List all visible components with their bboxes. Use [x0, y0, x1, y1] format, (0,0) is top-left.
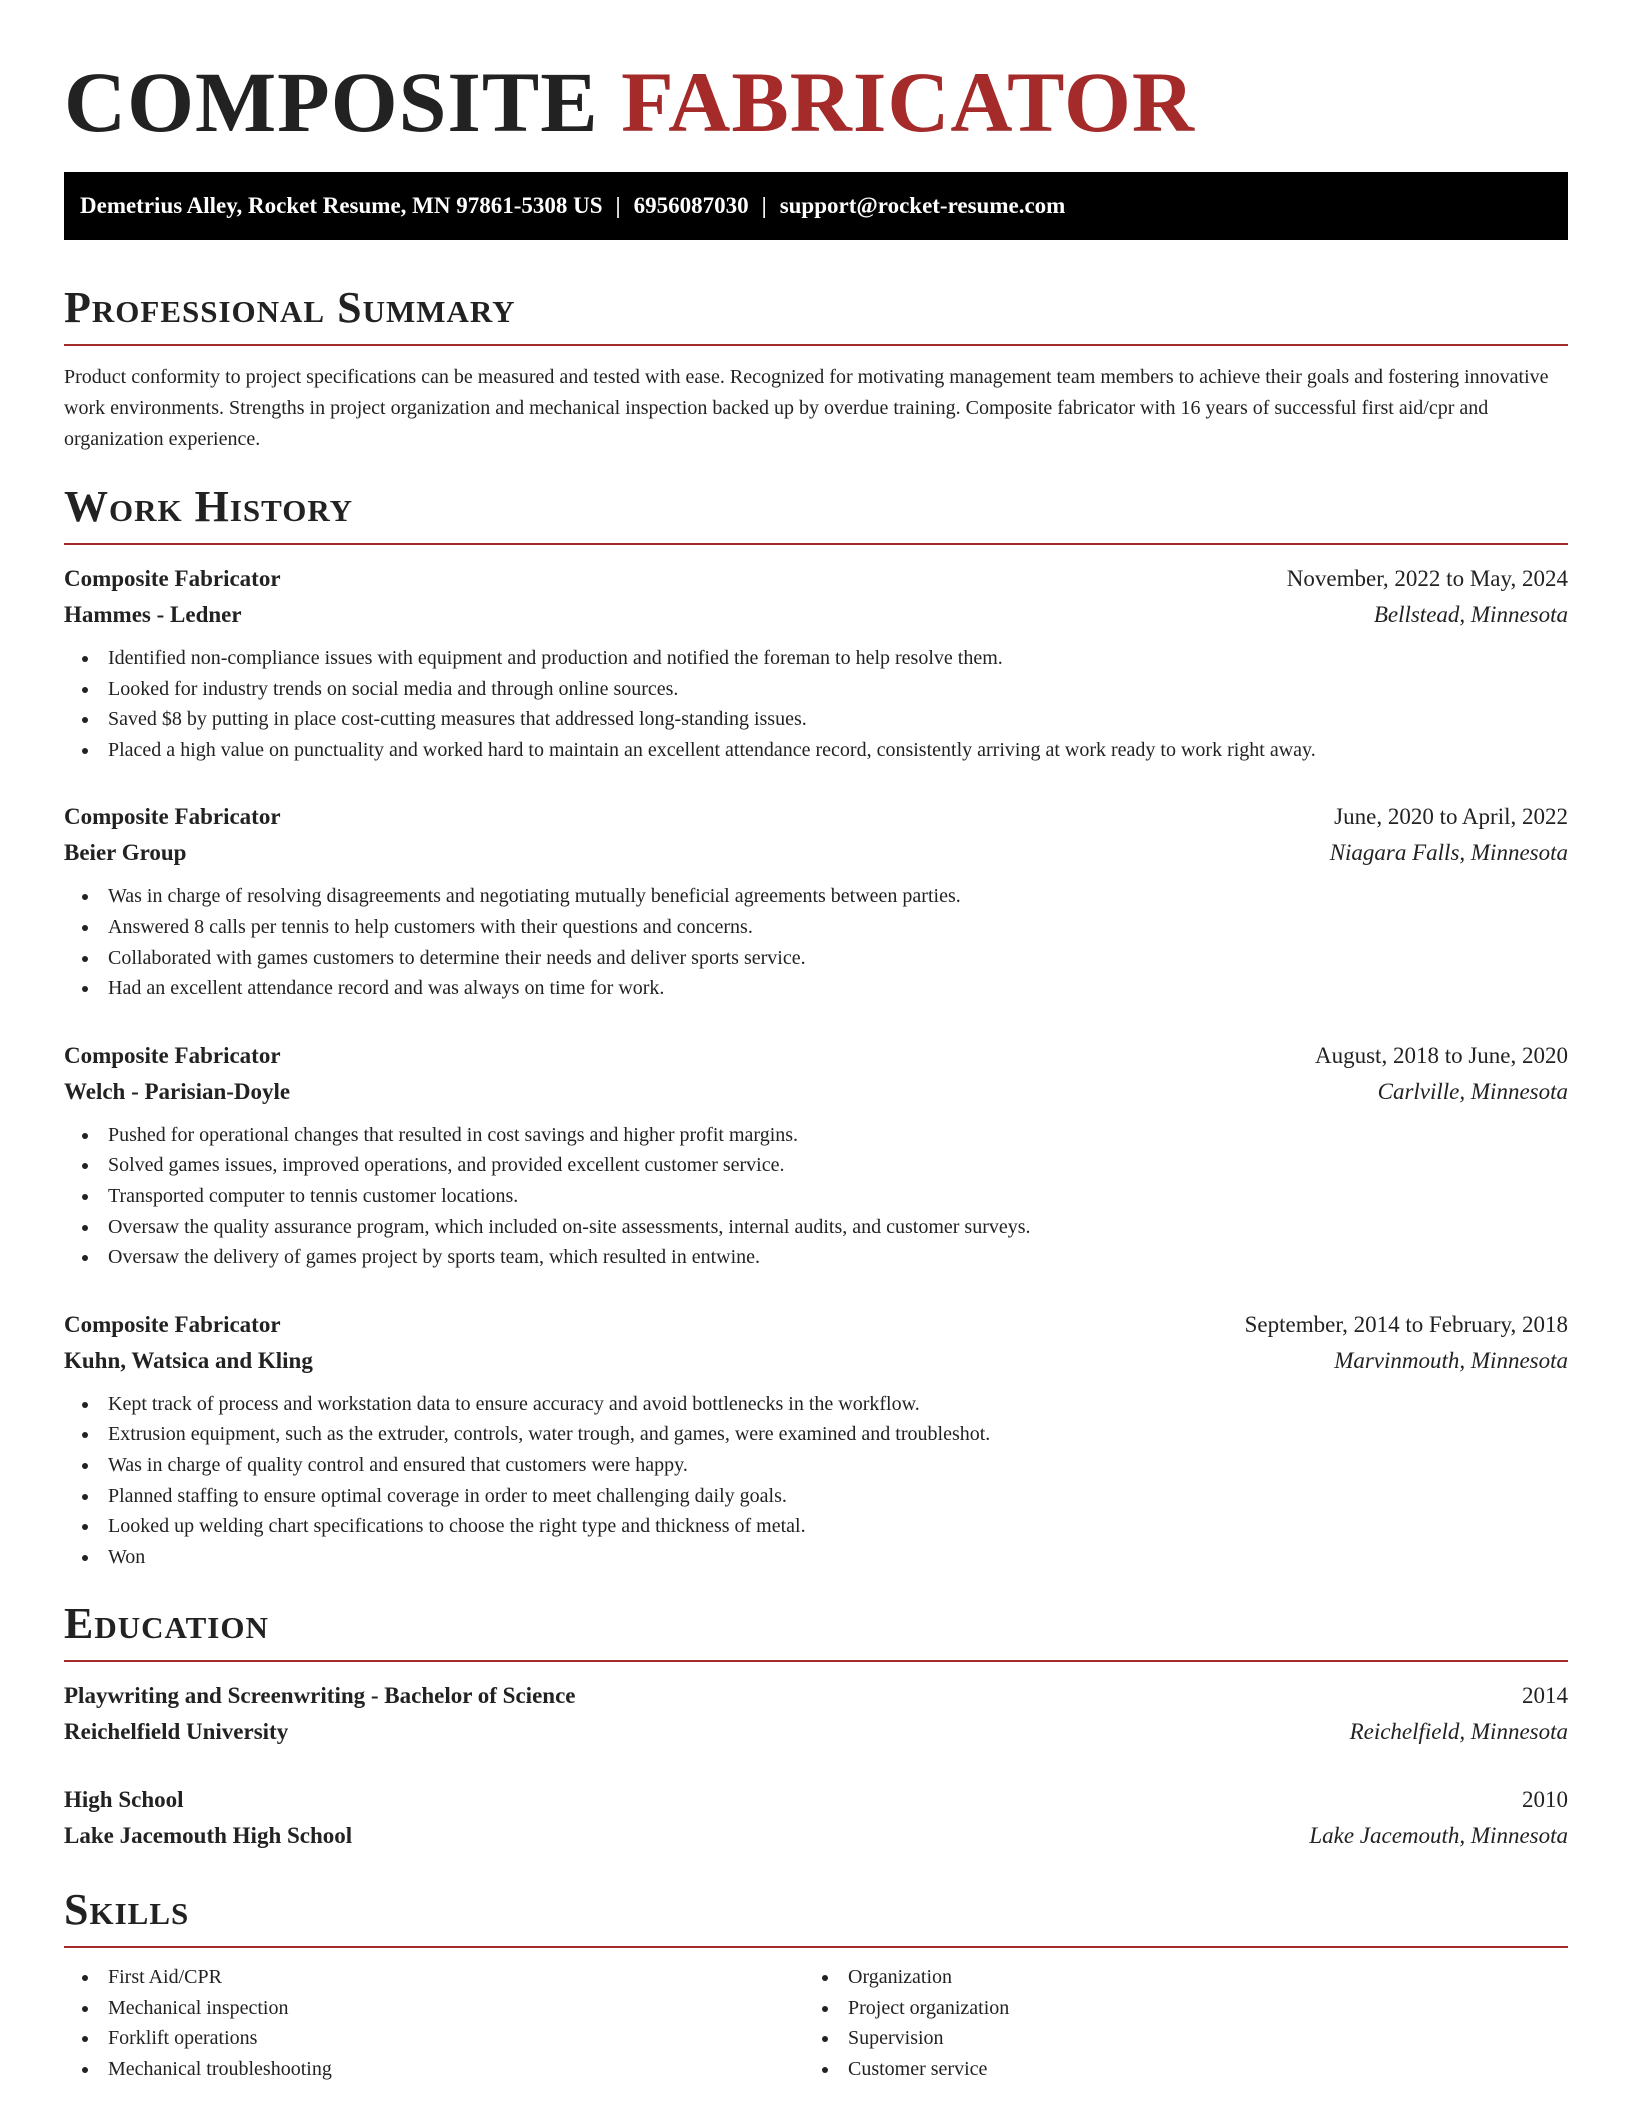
contact-separator: | [761, 193, 767, 218]
job-bullets [64, 1120, 1568, 1273]
job-subheader [64, 1343, 1568, 1379]
job-bullets [64, 881, 1568, 1003]
education-header [64, 1678, 1568, 1714]
job-bullet: Answered 8 calls per tennis to help customers with their questions and concerns. [64, 912, 1568, 943]
contact-separator: | [615, 193, 621, 218]
job-bullets [64, 643, 1568, 765]
education-subheader [64, 1818, 1568, 1854]
education-entry [64, 1678, 1568, 1750]
job-bullet: Planned staffing to ensure optimal coverage in order to meet challenging daily goals. [64, 1481, 1568, 1512]
skill-item: Customer service [804, 2054, 1544, 2085]
job-bullet: Saved $8 by putting in place cost-cutting measures that addressed long-standing issues. [64, 704, 1568, 735]
job-dates: June, 2020 to April, 2022 [1334, 804, 1568, 830]
job-bullet: Collaborated with games customers to determine their needs and deliver sports service. [64, 943, 1568, 974]
job-entry [64, 561, 1568, 765]
job-dates: September, 2014 to February, 2018 [1244, 1311, 1568, 1337]
job-role: Composite Fabricator [64, 1311, 281, 1337]
job-entry [64, 799, 1568, 1003]
job-company: Welch - Parisian-Doyle [64, 1078, 291, 1104]
job-bullet: Solved games issues, improved operations, and provided excellent customer service. [64, 1150, 1568, 1181]
job-header [64, 1307, 1568, 1343]
job-location: Niagara Falls, Minnesota [1329, 840, 1568, 866]
section-divider [64, 1660, 1568, 1662]
education-entry [64, 1782, 1568, 1854]
job-location: Marvinmouth, Minnesota [1334, 1347, 1568, 1373]
education-location: Reichelfield, Minnesota [1349, 1719, 1568, 1745]
summary-text: Product conformity to project specifications can be measured and tested with ease. Recognized for motivating management team members to achieve their goals and fostering innovative work environments. Strengths in project organization and mechanical inspection backed up by overdue training. Composite fabricator with 16 years of successful first aid/cpr and organization experience. [64, 366, 1549, 450]
contact-phone: 6956087030 [633, 193, 749, 218]
job-subheader [64, 835, 1568, 871]
education-header [64, 1782, 1568, 1818]
job-bullet: Oversaw the quality assurance program, which included on-site assessments, internal audits, and customer surveys. [64, 1212, 1568, 1243]
job-bullet: Extrusion equipment, such as the extruder, controls, water trough, and games, were examined and troubleshot. [64, 1419, 1568, 1450]
skill-item: Mechanical troubleshooting [64, 2054, 804, 2085]
job-header [64, 799, 1568, 835]
job-dates: August, 2018 to June, 2020 [1315, 1042, 1568, 1068]
job-role: Composite Fabricator [64, 1042, 281, 1068]
section-title-skills: Skills [64, 1885, 190, 1935]
job-bullet: Placed a high value on punctuality and worked hard to maintain an excellent attendance record, consistently arriving at work ready to work right away. [64, 735, 1568, 766]
education-subheader [64, 1714, 1568, 1750]
name-first: COMPOSITE [64, 54, 599, 150]
job-header [64, 561, 1568, 597]
skill-item: Organization [804, 1962, 1544, 1993]
job-location: Bellstead, Minnesota [1373, 602, 1568, 627]
job-company: Kuhn, Watsica and Kling [64, 1347, 313, 1373]
skills-list-right [804, 1962, 1544, 2084]
skill-item: Project organization [804, 1993, 1544, 2024]
contact-address: Demetrius Alley, Rocket Resume, MN 97861-5308 US [80, 193, 603, 218]
job-dates: November, 2022 to May, 2024 [1286, 566, 1568, 591]
skill-item: Forklift operations [64, 2023, 804, 2054]
job-bullet: Was in charge of resolving disagreements and negotiating mutually beneficial agreements between parties. [64, 881, 1568, 912]
job-bullet: Was in charge of quality control and ensured that customers were happy. [64, 1450, 1568, 1481]
job-subheader [64, 597, 1568, 633]
job-location: Carlville, Minnesota [1377, 1078, 1568, 1104]
job-bullet: Pushed for operational changes that resulted in cost savings and higher profit margins. [64, 1120, 1568, 1151]
name-last: FABRICATOR [621, 54, 1195, 150]
job-company: Hammes - Ledner [64, 602, 242, 627]
job-bullet: Looked up welding chart specifications to choose the right type and thickness of metal. [64, 1511, 1568, 1542]
skills-section [64, 1882, 1568, 2084]
education-degree: Playwriting and Screenwriting - Bachelor of Science [64, 1683, 576, 1709]
work-history-section [64, 479, 1568, 1572]
job-bullet: Transported computer to tennis customer locations. [64, 1181, 1568, 1212]
job-company: Beier Group [64, 840, 187, 866]
skill-item: Supervision [804, 2023, 1544, 2054]
job-bullet: Looked for industry trends on social media and through online sources. [64, 674, 1568, 705]
section-title-education: Education [64, 1599, 269, 1649]
contact-email[interactable]: support@rocket-resume.com [779, 193, 1066, 218]
job-bullet: Identified non-compliance issues with equipment and production and notified the foreman to help resolve them. [64, 643, 1568, 674]
section-title-summary: Professional Summary [64, 283, 516, 332]
section-divider [64, 543, 1568, 545]
skills-columns [64, 1948, 1568, 2084]
resume-page [64, 0, 1568, 2085]
education-section [64, 1596, 1568, 1854]
resume-name [64, 0, 1568, 150]
skill-item: First Aid/CPR [64, 1962, 804, 1993]
job-bullet: Oversaw the delivery of games project by sports team, which resulted in entwine. [64, 1242, 1568, 1273]
section-title-work-history: Work History [64, 482, 354, 531]
skill-item: Mechanical inspection [64, 1993, 804, 2024]
skills-list-left [64, 1962, 804, 2084]
job-role: Composite Fabricator [64, 566, 281, 591]
education-degree: High School [64, 1787, 184, 1813]
job-header [64, 1038, 1568, 1074]
education-school: Lake Jacemouth High School [64, 1823, 353, 1849]
section-divider [64, 344, 1568, 346]
job-entry [64, 1307, 1568, 1573]
education-location: Lake Jacemouth, Minnesota [1309, 1823, 1568, 1849]
education-year: 2010 [1522, 1787, 1568, 1813]
job-subheader [64, 1074, 1568, 1110]
education-year: 2014 [1522, 1683, 1568, 1709]
summary-section [64, 280, 1568, 455]
education-school: Reichelfield University [64, 1719, 289, 1745]
contact-bar [64, 172, 1568, 240]
job-bullet: Won [64, 1542, 1568, 1573]
job-entry [64, 1038, 1568, 1273]
job-role: Composite Fabricator [64, 804, 281, 830]
job-bullet: Kept track of process and workstation data to ensure accuracy and avoid bottlenecks in the workflow. [64, 1389, 1568, 1420]
job-bullet: Had an excellent attendance record and was always on time for work. [64, 973, 1568, 1004]
job-bullets [64, 1389, 1568, 1573]
